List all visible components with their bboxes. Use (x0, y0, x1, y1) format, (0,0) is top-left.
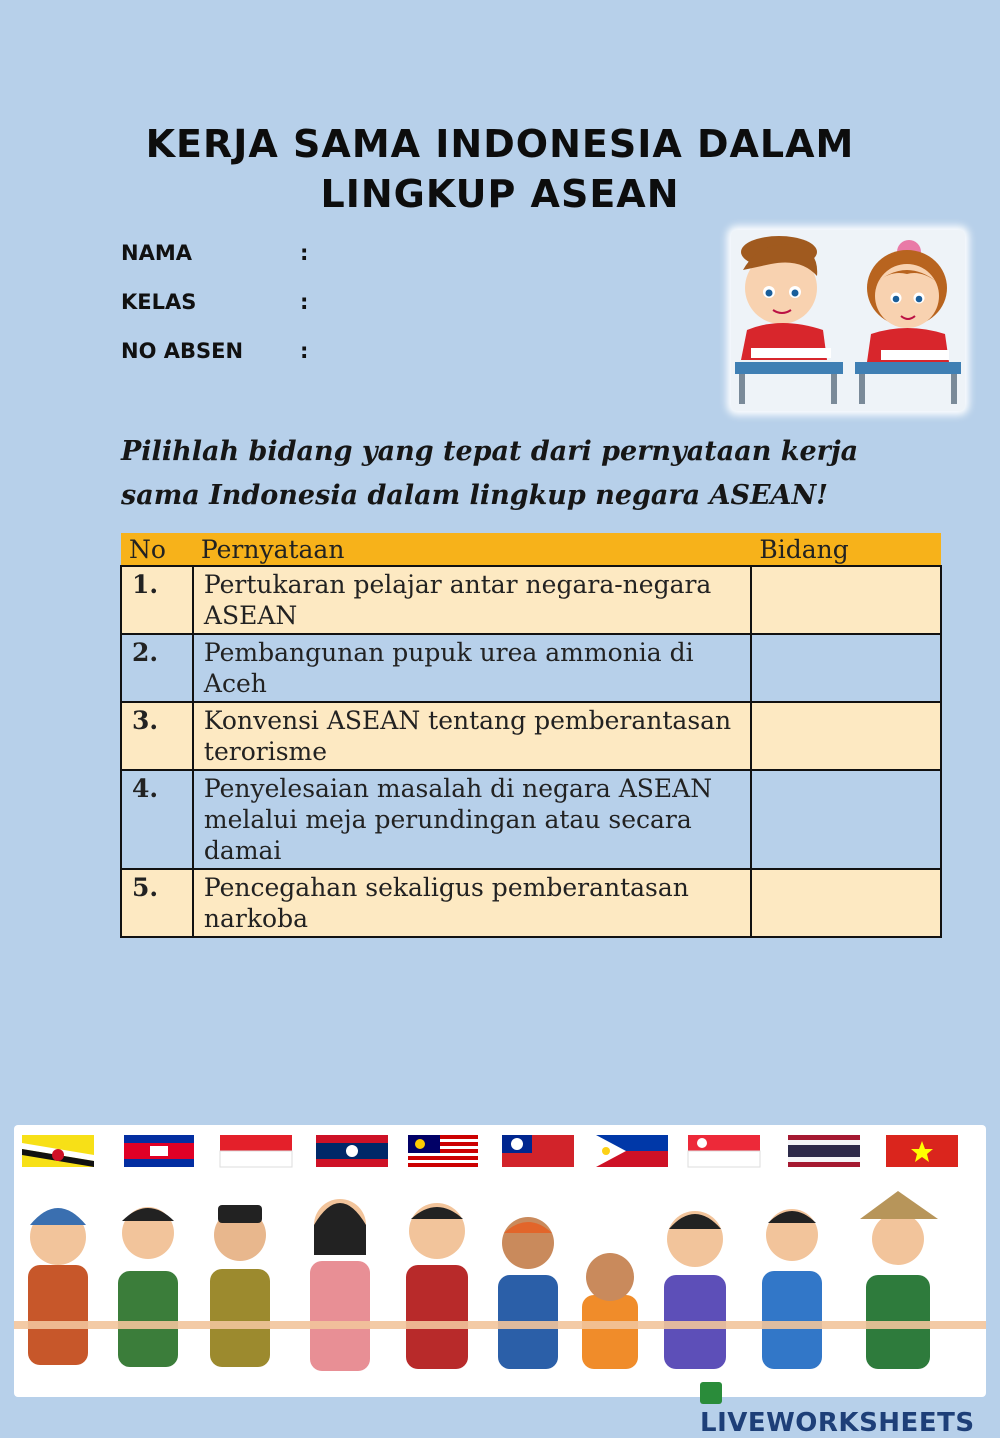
singapore-flag-icon (688, 1135, 760, 1167)
table-row (121, 702, 941, 770)
header-field: Bidang (751, 533, 941, 566)
class-label: KELAS (121, 290, 197, 314)
row-number: 3. (121, 702, 193, 770)
asean-people-banner (14, 1125, 986, 1397)
myanmar-flag-icon (502, 1135, 574, 1167)
name-label: NAMA (121, 241, 192, 265)
laos-flag-icon (316, 1135, 388, 1167)
table-row (121, 634, 941, 702)
students-illustration (731, 230, 965, 411)
liveworksheets-logo-icon (700, 1382, 722, 1404)
worksheet-title-line2: LINGKUP ASEAN (320, 172, 680, 216)
row-number: 1. (121, 566, 193, 634)
table-row (121, 869, 941, 937)
watermark-text: LIVEWORKSHEETS (700, 1408, 975, 1438)
brunei-flag-icon (22, 1135, 94, 1167)
name-colon: : (300, 241, 309, 265)
row-statement: Pembangunan pupuk urea ammonia di Aceh (193, 634, 751, 702)
people-holding-hands-icon (14, 1191, 986, 1371)
row-number: 4. (121, 770, 193, 869)
absen-label: NO ABSEN (121, 339, 244, 363)
instruction-text: Pilihlah bidang yang tepat dari pernyataan kerja sama Indonesia dalam lingkup negara ASEAN! (121, 436, 859, 511)
cambodia-flag-icon (124, 1135, 194, 1167)
vietnam-flag-icon (886, 1135, 958, 1167)
row-statement: Penyelesaian masalah di negara ASEAN melalui meja perundingan atau secara damai (193, 770, 751, 869)
table-header-row (121, 533, 941, 566)
row-statement: Pertukaran pelajar antar negara-negara ASEAN (193, 566, 751, 634)
indonesia-flag-icon (220, 1135, 292, 1167)
question-table (120, 533, 942, 938)
row-statement: Konvensi ASEAN tentang pemberantasan terorisme (193, 702, 751, 770)
answer-cell[interactable] (751, 566, 941, 634)
malaysia-flag-icon (408, 1135, 478, 1167)
table-row (121, 770, 941, 869)
answer-cell[interactable] (751, 770, 941, 869)
header-no: No (121, 533, 193, 566)
absen-colon: : (300, 339, 309, 363)
liveworksheets-watermark (700, 1378, 1000, 1438)
header-statement: Pernyataan (193, 533, 751, 566)
row-statement: Pencegahan sekaligus pemberantasan narkoba (193, 869, 751, 937)
row-number: 5. (121, 869, 193, 937)
row-number: 2. (121, 634, 193, 702)
answer-cell[interactable] (751, 634, 941, 702)
class-colon: : (300, 290, 309, 314)
thailand-flag-icon (788, 1135, 860, 1167)
philippines-flag-icon (596, 1135, 668, 1167)
answer-cell[interactable] (751, 702, 941, 770)
worksheet-title-line1: KERJA SAMA INDONESIA DALAM (145, 122, 855, 166)
answer-cell[interactable] (751, 869, 941, 937)
table-row (121, 566, 941, 634)
